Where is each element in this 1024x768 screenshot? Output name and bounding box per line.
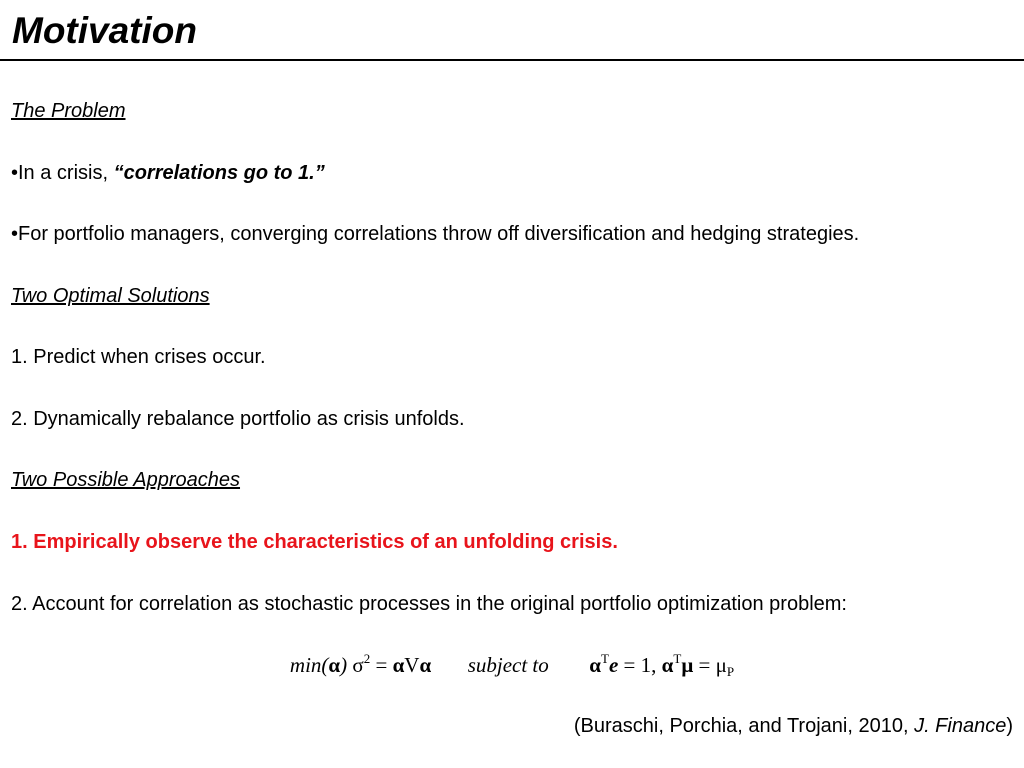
bullet-crisis-quote: “correlations go to 1.” bbox=[113, 162, 325, 184]
bullet-portfolio-managers: •For portfolio managers, converging correlations throw off diversification and hedging strategies. bbox=[11, 223, 860, 245]
citation-suffix: ) bbox=[1006, 715, 1013, 737]
formula-equals: = bbox=[375, 653, 388, 677]
title-divider bbox=[0, 59, 1024, 61]
approaches-heading: Two Possible Approaches bbox=[11, 469, 241, 491]
solutions-heading: Two Optimal Solutions bbox=[11, 285, 210, 307]
approach-2: 2. Account for correlation as stochastic processes in the original portfolio optimization problem: bbox=[11, 593, 847, 615]
formula-transpose-1: T bbox=[601, 651, 609, 666]
formula-mu-vector: μ bbox=[681, 653, 694, 677]
formula-equals-mu: = bbox=[693, 653, 716, 677]
formula-covariance: V bbox=[404, 653, 420, 677]
bullet-crisis-prefix: •In a crisis, bbox=[11, 162, 114, 184]
formula-equals-one: = 1, bbox=[618, 653, 662, 677]
slide-title: Motivation bbox=[12, 10, 197, 51]
approach-1: 1. Empirically observe the characteristics of an unfolding crisis. bbox=[11, 531, 618, 553]
formula-mu-p: μ bbox=[715, 653, 727, 677]
formula-alpha-arg: α bbox=[328, 653, 341, 677]
formula-alpha-constraint2: α bbox=[661, 653, 674, 677]
citation-journal: J. Finance bbox=[914, 715, 1007, 737]
formula-alpha-constraint1: α bbox=[589, 653, 602, 677]
solution-1: 1. Predict when crises occur. bbox=[11, 346, 266, 368]
bullet-crisis bbox=[11, 161, 325, 185]
formula-transpose-2: T bbox=[673, 651, 682, 666]
formula-e-vector: e bbox=[608, 653, 619, 677]
formula-square: 2 bbox=[363, 651, 371, 666]
formula-alpha-right: α bbox=[419, 653, 432, 677]
formula-min-open: min( bbox=[289, 653, 329, 677]
formula-p-subscript: P bbox=[726, 664, 735, 679]
solution-2: 2. Dynamically rebalance portfolio as crisis unfolds. bbox=[11, 408, 465, 430]
formula-sigma: σ bbox=[352, 653, 364, 677]
citation bbox=[574, 714, 1013, 738]
formula-alpha-left: α bbox=[392, 653, 405, 677]
formula-subject-to: subject to bbox=[467, 653, 549, 677]
optimization-formula bbox=[0, 652, 1024, 678]
formula-min-close: ) bbox=[340, 653, 348, 677]
citation-prefix: (Buraschi, Porchia, and Trojani, 2010, bbox=[573, 715, 915, 737]
problem-heading: The Problem bbox=[11, 100, 126, 122]
